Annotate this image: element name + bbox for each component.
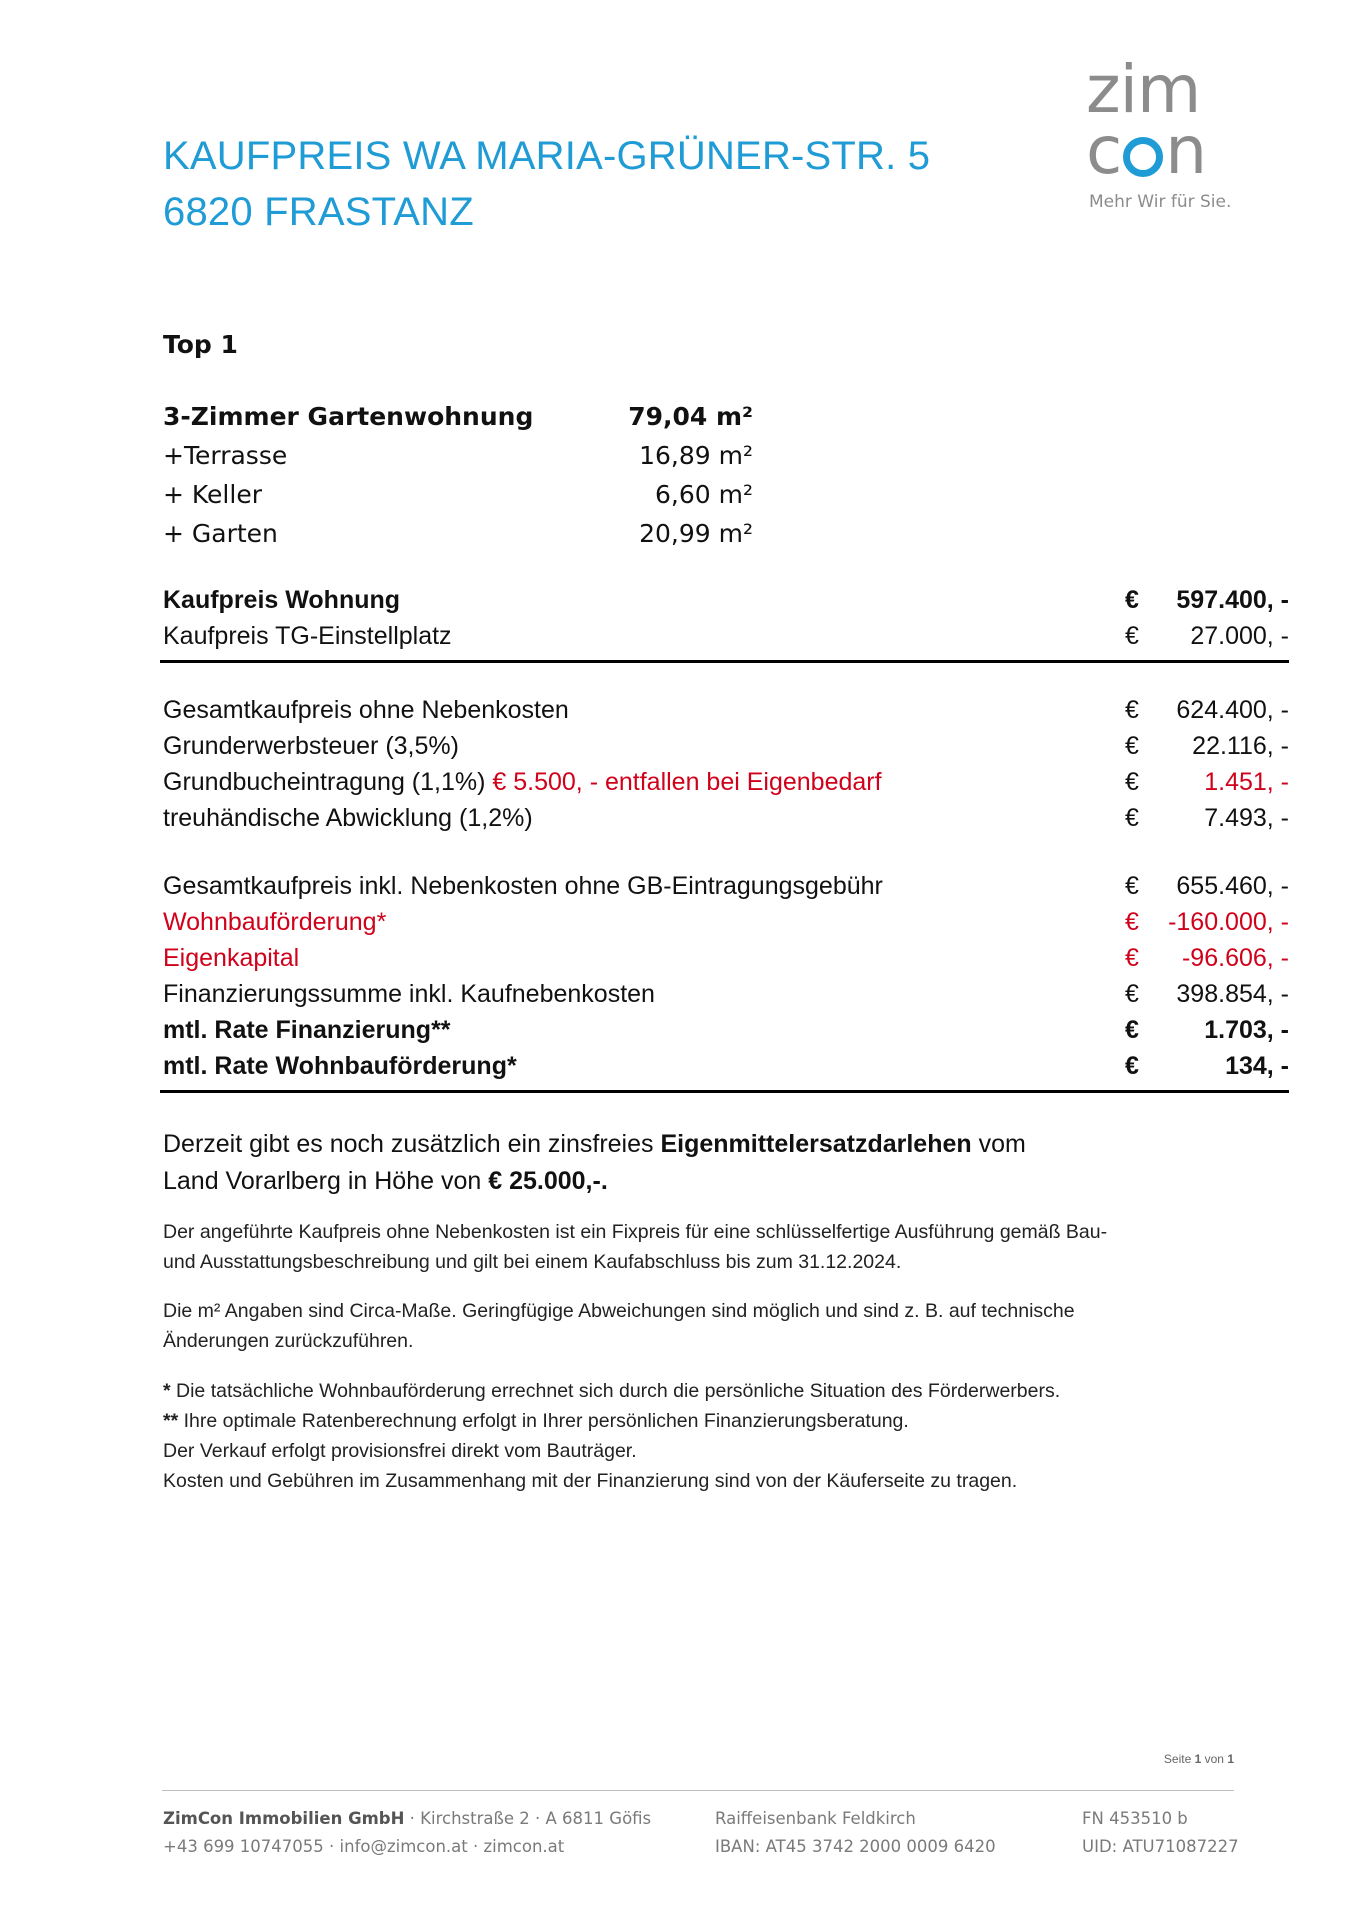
price-amount: 27.000, - [1190, 622, 1289, 650]
area-value: 16,89 m² [639, 441, 753, 470]
price-amount: 134, - [1225, 1052, 1289, 1080]
footer-divider [162, 1790, 1234, 1791]
currency-symbol: € [1125, 944, 1139, 972]
currency-symbol: € [1125, 732, 1139, 760]
price-amount: 398.854, - [1176, 980, 1289, 1008]
info-text: vom [971, 1130, 1026, 1158]
price-row [163, 1012, 1289, 1048]
currency-symbol: € [1125, 768, 1139, 796]
price-label: Finanzierungssumme inkl. Kaufnebenkosten [163, 980, 655, 1008]
unit-name: Top 1 [163, 330, 238, 359]
price-amount: 1.703, - [1204, 1016, 1289, 1044]
note-line: Die m² Angaben sind Circa-Maße. Geringfügige Abweichungen sind möglich und sind z. B. auf technische [163, 1300, 1075, 1322]
note-line: Die tatsächliche Wohnbauförderung errechnet sich durch die persönliche Situation des Förderwerbers. [170, 1380, 1061, 1402]
divider [160, 660, 1289, 663]
price-label: Grunderwerbsteuer (3,5%) [163, 732, 459, 760]
document-title [163, 128, 930, 240]
loan-info [163, 1126, 1163, 1200]
zimcon-logo [1086, 51, 1246, 212]
logo-tagline: Mehr Wir für Sie. [1089, 192, 1232, 212]
price-row [163, 764, 1289, 800]
note-line: Der angeführte Kaufpreis ohne Nebenkosten ist ein Fixpreis für eine schlüsselfertige Ausführung gemäß Bau- [163, 1221, 1108, 1243]
currency-symbol: € [1125, 1052, 1139, 1080]
page-prefix: Seite [1163, 1752, 1195, 1766]
footer-bank [715, 1805, 996, 1861]
note-line: Der Verkauf erfolgt provisionsfrei direkt vom Bauträger. [163, 1440, 637, 1462]
currency-symbol: € [1125, 622, 1139, 650]
area-note [163, 1296, 1293, 1356]
footnote-mark: ** [163, 1410, 179, 1432]
price-amount: 1.451, - [1204, 768, 1289, 796]
page-total: 1 [1227, 1752, 1234, 1766]
divider [160, 1090, 1289, 1093]
area-row [163, 437, 753, 475]
company-address: · Kirchstraße 2 · A 6811 Göfis [404, 1809, 652, 1828]
price-amount: 22.116, - [1192, 732, 1289, 760]
price-row [163, 868, 1289, 904]
logo-letter-c: c [1086, 112, 1122, 189]
price-amount: 624.400, - [1176, 696, 1289, 724]
price-label: Kaufpreis Wohnung [163, 586, 401, 614]
area-row [163, 476, 753, 514]
logo-text-con [1086, 112, 1246, 189]
page-mid: von [1201, 1752, 1228, 1766]
price-row [163, 940, 1289, 976]
info-highlight: Eigenmittelersatzdarlehen [660, 1130, 972, 1158]
page-number [1164, 1752, 1234, 1766]
price-label: Gesamtkaufpreis ohne Nebenkosten [163, 696, 569, 724]
price-amount: -96.606, - [1181, 944, 1289, 972]
price-row [163, 1048, 1289, 1084]
title-line-1: KAUFPREIS WA MARIA-GRÜNER-STR. 5 [163, 134, 931, 178]
area-label: +Terrasse [163, 441, 288, 470]
bank-name: Raiffeisenbank Feldkirch [715, 1809, 916, 1828]
area-label: + Keller [163, 480, 262, 509]
area-label: + Garten [163, 519, 278, 548]
fixprice-note [163, 1217, 1293, 1277]
area-value: 79,04 m² [628, 402, 753, 431]
price-row [163, 976, 1289, 1012]
area-value: 6,60 m² [655, 480, 753, 509]
note-line: Kosten und Gebühren im Zusammenhang mit der Finanzierung sind von der Käuferseite zu tragen. [163, 1470, 1018, 1492]
price-row [163, 582, 1289, 618]
price-label: mtl. Rate Wohnbauförderung* [163, 1052, 517, 1080]
price-label [163, 764, 882, 800]
price-label: Wohnbauförderung* [163, 908, 387, 936]
footnotes [163, 1376, 1293, 1496]
price-label: mtl. Rate Finanzierung** [163, 1016, 451, 1044]
area-row [163, 398, 753, 436]
price-amount: -160.000, - [1168, 908, 1289, 936]
area-row [163, 515, 753, 553]
currency-symbol: € [1125, 980, 1139, 1008]
footer-registry [1082, 1805, 1239, 1861]
logo-letter-n: n [1165, 112, 1207, 189]
area-value: 20,99 m² [639, 519, 753, 548]
title-line-2: 6820 FRASTANZ [163, 190, 474, 234]
price-row [163, 904, 1289, 940]
price-label: Eigenkapital [163, 944, 300, 972]
registry-uid: UID: ATU71087227 [1082, 1837, 1239, 1856]
price-label-text: Grundbucheintragung (1,1%) [163, 768, 486, 796]
currency-symbol: € [1125, 696, 1139, 724]
page-current: 1 [1194, 1752, 1202, 1766]
footer-company [163, 1805, 651, 1861]
price-row [163, 728, 1289, 764]
price-row [163, 800, 1289, 836]
price-row [163, 692, 1289, 728]
footnote-2 [163, 1406, 1293, 1436]
company-name: ZimCon Immobilien GmbH [163, 1809, 405, 1828]
price-amount: 7.493, - [1204, 804, 1289, 832]
note-line: Ihre optimale Ratenberechnung erfolgt in Ihrer persönlichen Finanzierungsberatung. [178, 1410, 909, 1432]
currency-symbol: € [1125, 804, 1139, 832]
logo-text-zim: zim [1086, 51, 1201, 128]
info-text: Land Vorarlberg in Höhe von [163, 1167, 489, 1195]
company-contact: +43 699 10747055 · info@zimcon.at · zimcon.at [163, 1837, 565, 1856]
price-label: Kaufpreis TG-Einstellplatz [163, 622, 452, 650]
registry-fn: FN 453510 b [1082, 1809, 1188, 1828]
currency-symbol: € [1125, 872, 1139, 900]
currency-symbol: € [1125, 908, 1139, 936]
price-note: € 5.500, - entfallen bei Eigenbedarf [492, 768, 882, 796]
footnote-1 [163, 1376, 1293, 1406]
logo-ring-icon [1123, 137, 1163, 177]
currency-symbol: € [1125, 1016, 1139, 1044]
info-text: Derzeit gibt es noch zusätzlich ein zinsfreies [163, 1130, 661, 1158]
price-amount: 597.400, - [1176, 586, 1289, 614]
note-line: und Ausstattungsbeschreibung und gilt bei einem Kaufabschluss bis zum 31.12.2024. [163, 1251, 902, 1273]
price-label: Gesamtkaufpreis inkl. Nebenkosten ohne GB-Eintragungsgebühr [163, 872, 883, 900]
info-amount: € 25.000,-. [488, 1167, 608, 1195]
bank-iban: IBAN: AT45 3742 2000 0009 6420 [715, 1837, 996, 1856]
price-label: treuhändische Abwicklung (1,2%) [163, 804, 533, 832]
price-row [163, 618, 1289, 654]
area-label: 3-Zimmer Gartenwohnung [163, 402, 534, 431]
currency-symbol: € [1125, 586, 1139, 614]
price-amount: 655.460, - [1176, 872, 1289, 900]
footnote-mark: * [163, 1380, 171, 1402]
note-line: Änderungen zurückzuführen. [163, 1330, 414, 1352]
